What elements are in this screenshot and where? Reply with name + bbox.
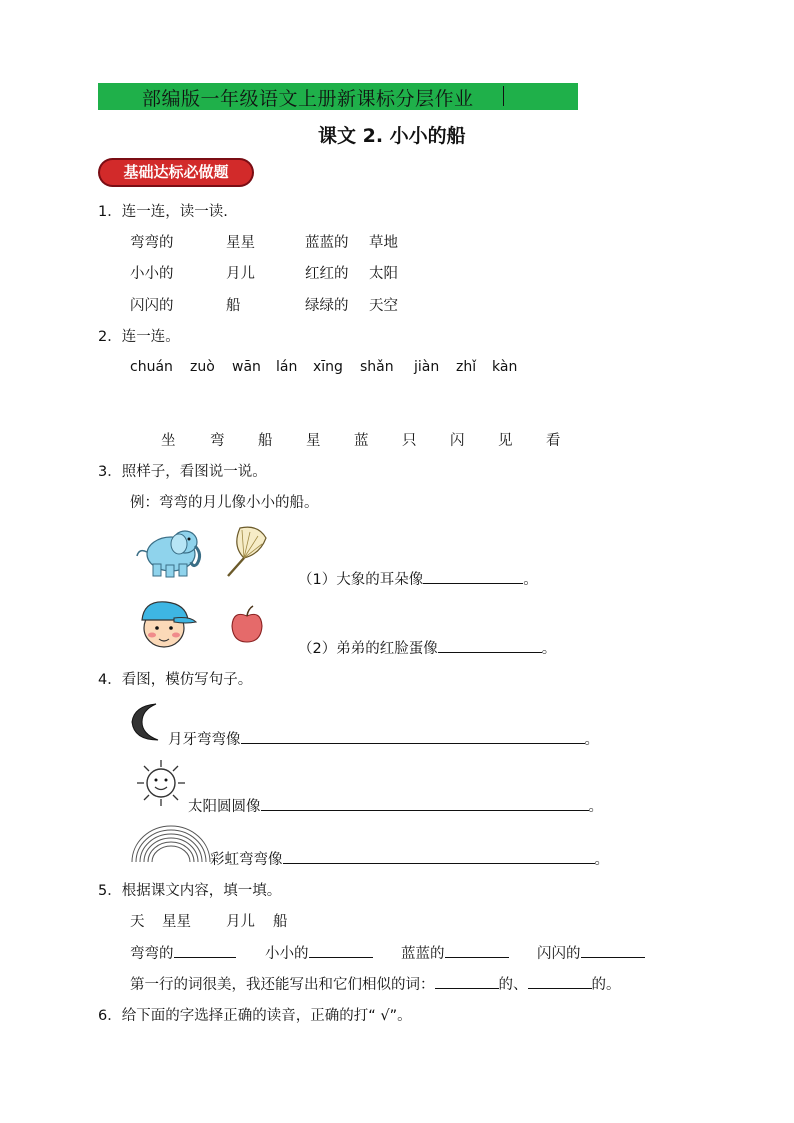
q5-word: 月儿 xyxy=(226,914,255,930)
q1-word: 月儿 xyxy=(226,266,255,282)
page-title: 课文 2. 小小的船 xyxy=(318,125,466,147)
pinyin: wān xyxy=(232,359,261,375)
answer-blank[interactable] xyxy=(435,974,499,989)
answer-blank[interactable] xyxy=(309,943,373,958)
answer-blank[interactable] xyxy=(283,849,595,864)
answer-blank[interactable] xyxy=(241,729,585,744)
q1-word: 绿绿的 xyxy=(305,298,349,314)
answer-blank[interactable] xyxy=(438,638,542,653)
banner-text: 部编版一年级语文上册新课标分层作业 xyxy=(142,88,474,110)
answer-blank[interactable] xyxy=(445,943,509,958)
section-badge-label: 基础达标必做题 xyxy=(100,160,252,185)
question-1-label: 1．连一连，读一读. xyxy=(98,204,228,220)
q4-line-2: 太阳圆圆像 。 xyxy=(188,795,603,816)
q1-word: 星星 xyxy=(226,235,255,251)
q3-item-2: （2）弟弟的红脸蛋像 。 xyxy=(298,637,556,658)
elephant-icon xyxy=(133,524,205,580)
q1-word: 小小的 xyxy=(130,266,174,282)
q1-word: 红红的 xyxy=(305,266,349,282)
q1-word: 蓝蓝的 xyxy=(305,235,349,251)
answer-blank[interactable] xyxy=(261,796,589,811)
answer-blank[interactable] xyxy=(423,569,523,584)
section-badge xyxy=(98,158,254,187)
hanzi: 星 xyxy=(306,433,321,449)
q5-fill: 小小的 xyxy=(265,942,373,963)
q3-example: 例：弯弯的月儿像小小的船。 xyxy=(130,495,319,511)
rainbow-icon xyxy=(130,824,212,864)
hanzi: 弯 xyxy=(210,433,225,449)
banner-cursor-bar xyxy=(503,86,504,106)
pinyin: zhǐ xyxy=(456,359,477,375)
q5-fill: 蓝蓝的 xyxy=(401,942,509,963)
hanzi: 看 xyxy=(546,433,561,449)
question-5-label: 5．根据课文内容，填一填。 xyxy=(98,883,282,899)
apple-icon xyxy=(229,604,265,646)
q5-sentence: 第一行的词很美，我还能写出和它们相似的词： 的、 的。 xyxy=(130,973,621,994)
question-6-label: 6．给下面的字选择正确的读音，正确的打“ √”。 xyxy=(98,1008,412,1024)
hanzi: 只 xyxy=(402,433,417,449)
hanzi: 闪 xyxy=(450,433,465,449)
q1-word: 闪闪的 xyxy=(130,298,174,314)
q4-line-3: 彩虹弯弯像 。 xyxy=(210,848,609,869)
q1-word: 天空 xyxy=(369,298,398,314)
hanzi: 见 xyxy=(498,433,513,449)
pinyin: xīng xyxy=(313,359,343,375)
question-3-label: 3．照样子，看图说一说。 xyxy=(98,464,267,480)
pinyin: zuò xyxy=(190,359,215,375)
pinyin: shǎn xyxy=(360,359,394,375)
answer-blank[interactable] xyxy=(581,943,645,958)
q4-line-1: 月牙弯弯像 。 xyxy=(168,728,599,749)
question-4-label: 4．看图，模仿写句子。 xyxy=(98,672,253,688)
q3-item-1: （1）大象的耳朵像 。 xyxy=(298,568,538,589)
pinyin: kàn xyxy=(492,359,518,375)
fan-icon xyxy=(220,524,272,580)
q1-word: 太阳 xyxy=(369,266,398,282)
pinyin: lán xyxy=(276,359,298,375)
pinyin: chuán xyxy=(130,359,173,375)
answer-blank[interactable] xyxy=(174,943,236,958)
q1-word: 弯弯的 xyxy=(130,235,174,251)
q5-word: 星星 xyxy=(162,914,191,930)
sun-icon xyxy=(133,758,189,808)
question-2-label: 2．连一连。 xyxy=(98,329,180,345)
q5-fill: 弯弯的 xyxy=(130,942,236,963)
answer-blank[interactable] xyxy=(528,974,592,989)
pinyin: jiàn xyxy=(414,359,440,375)
q5-fill: 闪闪的 xyxy=(537,942,645,963)
boy-face-icon xyxy=(134,598,198,650)
hanzi: 船 xyxy=(258,433,273,449)
hanzi: 坐 xyxy=(161,433,176,449)
q1-word: 草地 xyxy=(369,235,398,251)
hanzi: 蓝 xyxy=(354,433,369,449)
moon-icon xyxy=(128,700,170,744)
q5-word: 船 xyxy=(273,914,288,930)
q5-word: 天 xyxy=(130,914,145,930)
q1-word: 船 xyxy=(226,298,241,314)
